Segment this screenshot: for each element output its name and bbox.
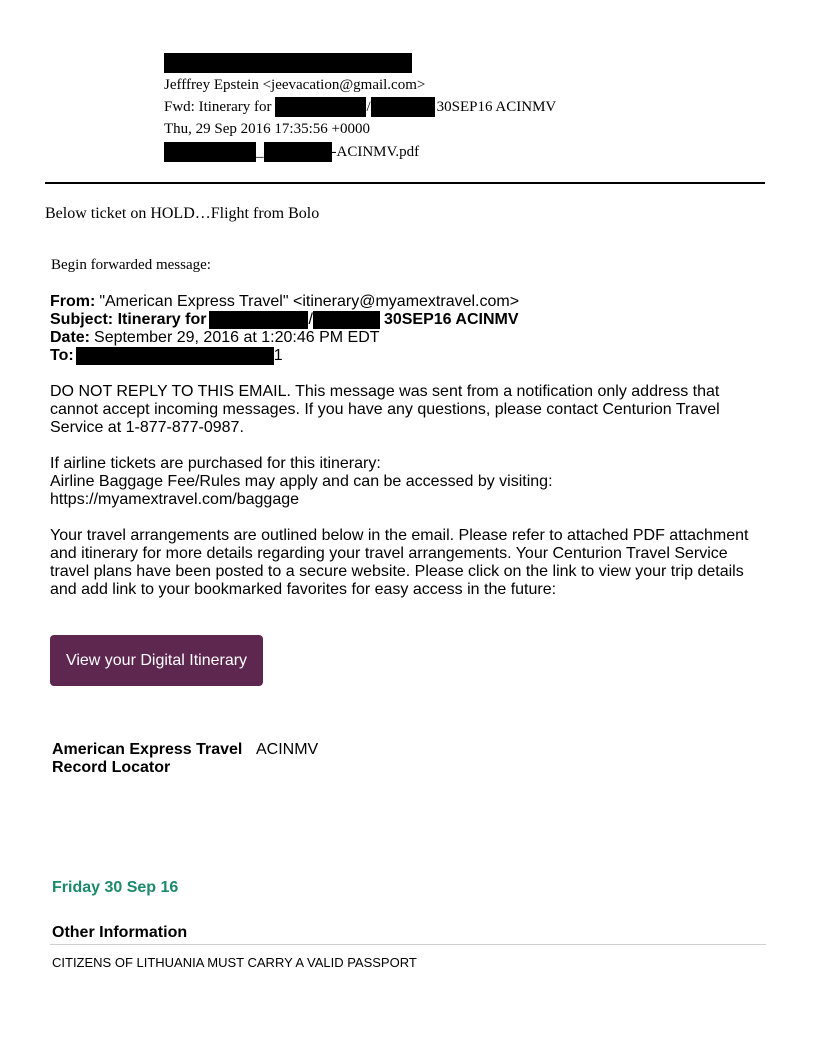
travel-arrangements-paragraph: Your travel arrangements are outlined below in the email. Please refer to attached PDF attachment and itinerary for more details regarding your travel arrangements. Your Centurion Travel Service travel plans have been posted to a secure website. Please click on the link to view your trip details and add link to your bookmarked favorites for easy access in the future: xyxy=(50,527,749,598)
record-locator-label-line-1: American Express Travel xyxy=(52,741,243,758)
header-subject-suffix: 30SEP16 ACINMV xyxy=(436,99,557,115)
other-information-text: CITIZENS OF LITHUANIA MUST CARRY A VALID PASSPORT xyxy=(52,955,417,970)
header-subject-separator: / xyxy=(366,99,371,115)
header-subject-prefix: Fwd: Itinerary for xyxy=(164,99,272,115)
redaction-block xyxy=(275,97,366,117)
redaction-block xyxy=(209,311,308,329)
redaction-block xyxy=(264,142,332,162)
header-to-value: Jefffrey Epstein <jeevacation@gmail.com> xyxy=(164,77,426,93)
baggage-paragraph xyxy=(50,455,765,509)
fwd-subject-separator: / xyxy=(308,311,313,328)
fwd-to-trailing: 1 xyxy=(273,347,283,364)
header-attachments-value[interactable] xyxy=(164,142,419,162)
section-divider xyxy=(50,944,766,945)
header-from-value xyxy=(164,53,412,73)
redaction-block xyxy=(371,97,435,117)
fwd-date-label: Date: xyxy=(50,329,91,346)
baggage-link[interactable]: https://myamextravel.com/baggage xyxy=(50,491,300,508)
attachment-underscore: _ xyxy=(256,144,264,160)
record-locator-label-line-2: Record Locator xyxy=(52,759,171,776)
attachment-filename-suffix[interactable]: -ACINMV.pdf xyxy=(331,144,420,160)
forward-note: Below ticket on HOLD…Flight from Bolo xyxy=(45,205,320,222)
redaction-block xyxy=(164,53,412,73)
record-locator-block xyxy=(52,741,319,777)
redaction-block xyxy=(313,311,380,329)
fwd-date-value: September 29, 2016 at 1:20:46 PM EDT xyxy=(94,329,380,346)
redaction-block xyxy=(164,142,256,162)
fwd-from-label: From: xyxy=(50,293,96,310)
fwd-to-row xyxy=(50,347,283,365)
fwd-from-value: "American Express Travel" <itinerary@myamextravel.com> xyxy=(99,293,520,310)
record-locator-value: ACINMV xyxy=(256,741,319,758)
redaction-block xyxy=(76,347,274,365)
do-not-reply-paragraph: DO NOT REPLY TO THIS EMAIL. This message was sent from a notification only address that cannot accept incoming messages. If you have any questions, please contact Centurion Travel Service at 1-877-877-0987. xyxy=(50,383,720,436)
header-divider xyxy=(45,182,765,184)
header-subject-value xyxy=(164,97,556,117)
itinerary-date-heading: Friday 30 Sep 16 xyxy=(52,879,179,896)
baggage-line-2: Airline Baggage Fee/Rules may apply and can be accessed by visiting: xyxy=(50,473,553,490)
header-date-value: Thu, 29 Sep 2016 17:35:56 +0000 xyxy=(164,121,370,137)
baggage-line-1: If airline tickets are purchased for this itinerary: xyxy=(50,455,381,472)
other-information-title: Other Information xyxy=(52,924,188,941)
fwd-to-label: To: xyxy=(50,347,74,364)
record-locator-label xyxy=(52,741,242,777)
fwd-subject-suffix: 30SEP16 ACINMV xyxy=(383,311,519,328)
fwd-subject-row xyxy=(50,311,519,329)
fwd-subject-label: Subject: Itinerary for xyxy=(50,311,207,328)
begin-forwarded-label: Begin forwarded message: xyxy=(51,257,211,273)
fwd-from-row xyxy=(50,293,519,311)
fwd-date-row xyxy=(50,329,380,347)
view-digital-itinerary-button[interactable]: View your Digital Itinerary xyxy=(50,635,263,686)
